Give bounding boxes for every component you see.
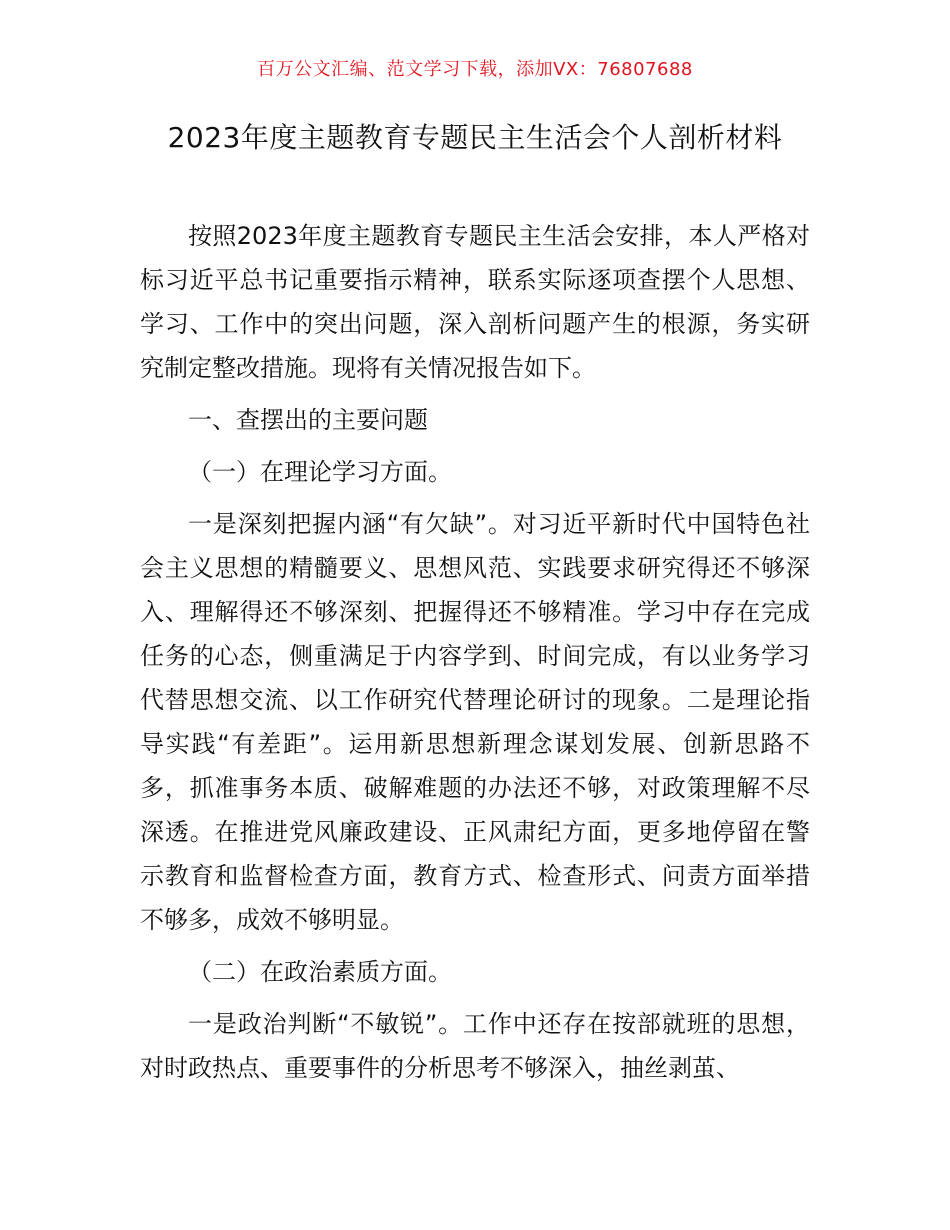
- document-body: [140, 214, 810, 1090]
- watermark-text: 百万公文汇编、范文学习下载，添加VX：76807688: [257, 59, 693, 80]
- subsection-heading-2: （二）在政治素质方面。: [188, 958, 452, 986]
- body-paragraph-2: 一是政治判断“不敏锐”。工作中还存在按部就班的思想，对时政热点、重要事件的分析思考不够深入，抽丝剥茧、: [140, 1010, 810, 1082]
- body-paragraph-1: 一是深刻把握内涵“有欠缺”。对习近平新时代中国特色社会主义思想的精髓要义、思想风范、实践要求研究得还不够深入、理解得还不够深刻、把握得还不够精准。学习中存在完成任务的心态，侧重满足于内容学到、时间完成，有以业务学习代替思想交流、以工作研究代替理论研讨的现象。二是理论指导实践“有差距”。运用新思想新理念谋划发展、创新思路不多，抓准事务本质、破解难题的办法还不够，对政策理解不尽深透。在推进党风廉政建设、正风肃纪方面，更多地停留在警示教育和监督检查方面，教育方式、检查形式、问责方面举措不够多，成效不够明显。: [140, 510, 810, 934]
- intro-paragraph: 按照2023年度主题教育专题民主生活会安排，本人严格对标习近平总书记重要指示精神，联系实际逐项查摆个人思想、学习、工作中的突出问题，深入剖析问题产生的根源，务实研究制定整改措施。现将有关情况报告如下。: [140, 222, 810, 382]
- document-title: 2023年度主题教育专题民主生活会个人剖析材料: [167, 121, 783, 154]
- subsection-heading-1: （一）在理论学习方面。: [188, 458, 452, 486]
- section-heading-1: 一、查摆出的主要问题: [188, 406, 428, 434]
